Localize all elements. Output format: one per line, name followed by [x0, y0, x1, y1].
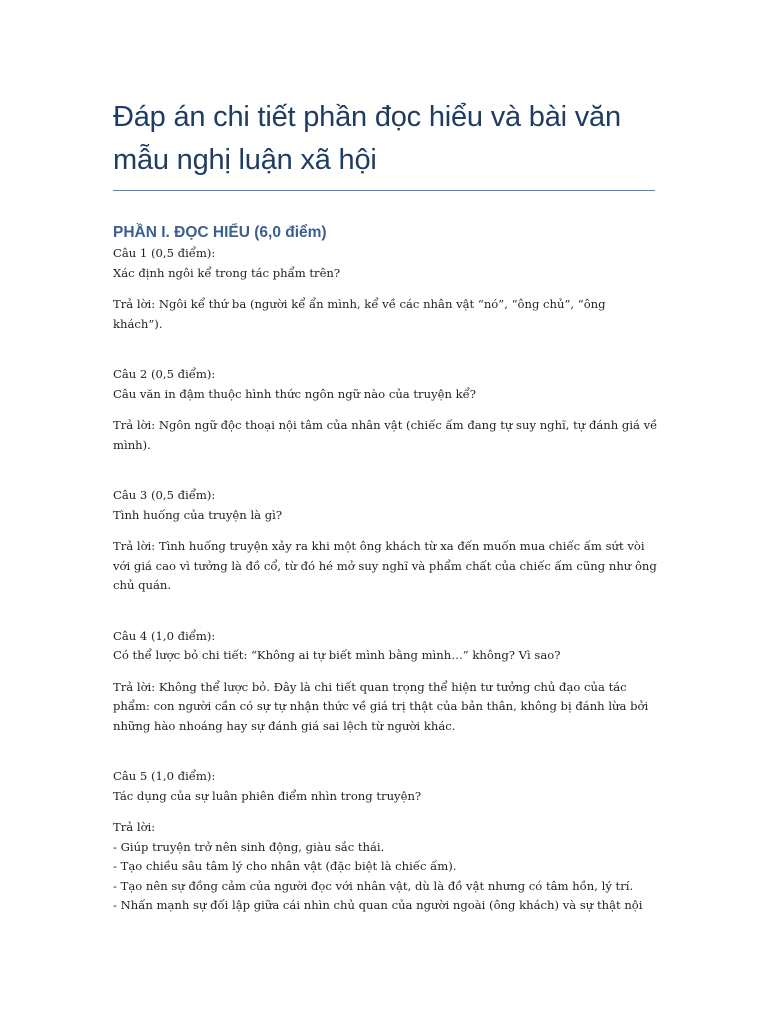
- question-prompt: Tác dụng của sự luân phiên điểm nhìn trong truyện?: [113, 788, 422, 803]
- question-answer: Trả lời: Ngôi kể thứ ba (người kể ẩn mình, kể về các nhân vật “nó”, “ông chủ”, “ông khách”).: [113, 297, 606, 331]
- section-heading: PHẦN I. ĐỌC HIỂU (6,0 điểm): [113, 224, 327, 241]
- question-answer: Trả lời: Không thể lược bỏ. Đây là chi tiết quan trọng thể hiện tư tưởng chủ đạo của tác phẩm: con người cần có sự tự nhận thức về giá trị thật của bản thân, không bị đánh lừa bởi những hào nhoáng hay sự đánh giá sai lệch từ người khác.: [113, 679, 649, 733]
- question-label: Câu 4 (1,0 điểm):: [113, 628, 216, 643]
- question-label: Câu 3 (0,5 điểm):: [113, 488, 216, 502]
- document-title: Đáp án chi tiết phần đọc hiểu và bài văn mẫu nghị luận xã hội: [113, 101, 621, 176]
- question-prompt: Tình huống của truyện là gì?: [113, 507, 283, 522]
- question-prompt: Câu văn in đậm thuộc hình thức ngôn ngữ nào của truyện kể?: [113, 386, 477, 401]
- question-answer: Trả lời: Tình huống truyện xảy ra khi một ông khách từ xa đến muốn mua chiếc ấm sứt vòi với giá cao vì tưởng là đồ cổ, từ đó hé mở suy nghĩ và phẩm chất của chiếc ấm cũng như ông chủ quán.: [113, 539, 657, 592]
- answer-list-item: - Giúp truyện trở nên sinh động, giàu sắc thái.: [113, 839, 385, 854]
- question-2: [113, 365, 658, 455]
- title-divider: [113, 190, 655, 191]
- question-5: [113, 767, 658, 916]
- question-prompt: Xác định ngôi kể trong tác phẩm trên?: [113, 265, 341, 280]
- question-4: [113, 627, 658, 737]
- question-prompt: Có thể lược bỏ chi tiết: “Không ai tự biết mình bằng mình…” không? Vì sao?: [113, 648, 561, 662]
- question-answer: Trả lời: Ngôn ngữ độc thoại nội tâm của nhân vật (chiếc ấm đang tự suy nghĩ, tự đánh giá về mình).: [113, 418, 658, 452]
- answer-list-item: - Nhấn mạnh sự đối lập giữa cái nhìn chủ quan của người ngoài (ông khách) và sự thật nội: [113, 898, 643, 912]
- question-label: Câu 1 (0,5 điểm):: [113, 246, 216, 260]
- answer-list-item: - Tạo nên sự đồng cảm của người đọc với nhân vật, dù là đồ vật nhưng có tâm hồn, lý trí.: [113, 878, 634, 893]
- answer-list-item: - Tạo chiều sâu tâm lý cho nhân vật (đặc biệt là chiếc ấm).: [113, 859, 457, 873]
- document-page: [113, 0, 658, 916]
- question-1: [113, 244, 658, 334]
- question-answer-label: Trả lời:: [113, 820, 156, 834]
- question-label: Câu 2 (0,5 điểm):: [113, 367, 216, 381]
- question-3: [113, 486, 658, 596]
- question-label: Câu 5 (1,0 điểm):: [113, 769, 216, 783]
